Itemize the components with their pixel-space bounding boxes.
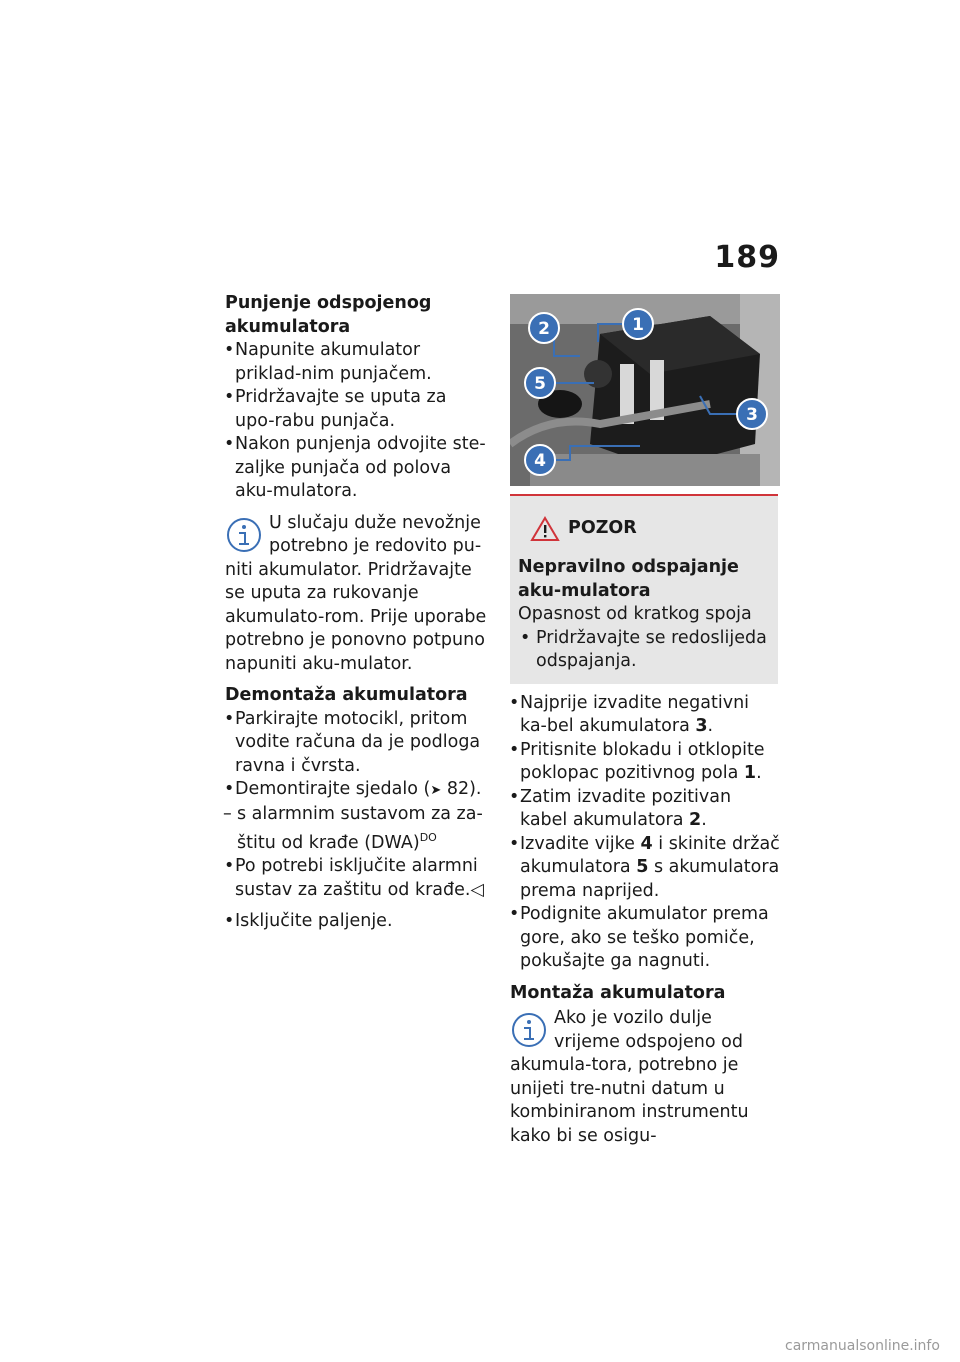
callout-4 xyxy=(524,444,556,484)
warning-label: POZOR xyxy=(568,518,637,539)
list-item: • Pritisnite blokadu i otklopite poklopac pozitivnog pola 1. xyxy=(510,739,780,786)
list-item: • Nakon punjenja odvojite ste-zaljke punjača od polova aku-mulatora. xyxy=(225,433,490,504)
option-code: DO xyxy=(419,831,437,844)
charging-list xyxy=(225,339,490,504)
info-icon xyxy=(225,516,263,554)
watermark-footer: carmanualsonline.info xyxy=(785,1338,940,1354)
removal-list xyxy=(225,708,490,803)
note-text: U slučaju duže nevožnje potrebno je redovito pu-niti akumulator. Pridržavajte se uputa za rukovanje akumulato-rom. Prije uporabe potrebno je ponovno potpuno napuniti aku-mulator. xyxy=(225,512,487,674)
svg-text:3: 3 xyxy=(746,405,758,425)
svg-text:5: 5 xyxy=(534,374,546,394)
list-item: • Demontirajte sjedalo (➤ 82). xyxy=(225,778,490,803)
info-note xyxy=(225,512,490,677)
callout-3 xyxy=(736,398,768,438)
heading-installation: Montaža akumulatora xyxy=(510,982,726,1003)
list-item: • Isključite paljenje. xyxy=(225,910,490,934)
end-marker-icon: ◁ xyxy=(470,879,484,900)
left-column xyxy=(225,292,490,934)
info-note xyxy=(510,1007,780,1148)
warning-box xyxy=(510,494,778,684)
right-column xyxy=(510,294,780,1148)
list-item: • Izvadite vijke 4 i skinite držač akumulatora 5 s akumulatora prema naprijed. xyxy=(510,833,780,904)
list-item: • Zatim izvadite pozitivan kabel akumulatora 2. xyxy=(510,786,780,833)
list-item: • Napunite akumulator priklad-nim punjačem. xyxy=(225,339,490,386)
svg-text:1: 1 xyxy=(632,315,644,335)
condition-line: – s alarmnim sustavom za za-štitu od krađe (DWA)$^{DO}$ xyxy=(225,803,490,856)
warning-header xyxy=(530,516,768,542)
warning-title: Nepravilno odspajanje aku-mulatora xyxy=(518,557,739,601)
note-text: Ako je vozilo dulje vrijeme odspojeno od akumula-tora, potrebno je unijeti tre-nutni datum u kombiniranom instrumentu kako bi se osigu- xyxy=(510,1008,749,1146)
list-item: • Najprije izvadite negativni ka-bel akumulatora 3. xyxy=(510,692,780,739)
list-item: • Parkirajte motocikl, pritom vodite računa da je podloga ravna i čvrsta. xyxy=(225,708,490,779)
warning-triangle-icon xyxy=(530,516,560,542)
svg-text:4: 4 xyxy=(534,451,546,471)
removal-steps xyxy=(510,692,780,974)
page-number: 189 xyxy=(714,240,780,275)
list-item: • Podignite akumulator prema gore, ako se teško pomiče, pokušajte ga nagnuti. xyxy=(510,903,780,974)
svg-text:2: 2 xyxy=(538,319,550,339)
callout-2 xyxy=(528,312,560,352)
list-item: • Po potrebi isključite alarmni sustav za zaštitu od krađe.◁ xyxy=(225,855,490,902)
battery-photo xyxy=(510,294,780,486)
callout-5 xyxy=(524,367,556,407)
heading-charging: Punjenje odspojenog akumulatora xyxy=(225,293,432,337)
list-item: • Pridržavajte se uputa za upo-rabu punjača. xyxy=(225,386,490,433)
warning-bullet: • Pridržavajte se redoslijeda odspajanja. xyxy=(518,627,768,674)
heading-removal: Demontaža akumulatora xyxy=(225,685,468,705)
info-icon xyxy=(510,1011,548,1049)
callout-1 xyxy=(622,308,654,348)
page-ref-arrow-icon: ➤ xyxy=(430,783,442,798)
warning-text: Opasnost od kratkog spoja xyxy=(518,604,752,624)
